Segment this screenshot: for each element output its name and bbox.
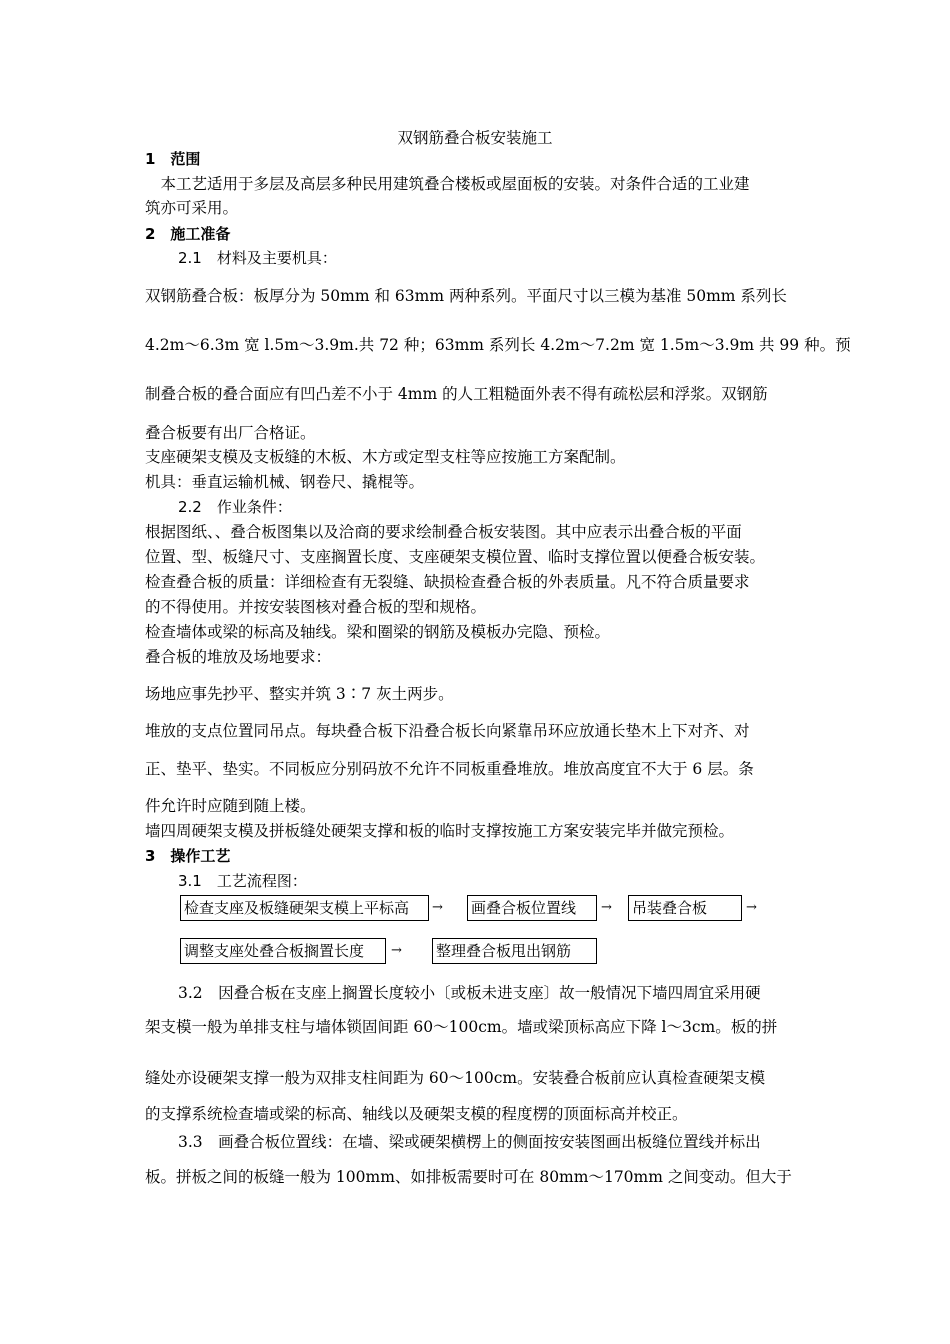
section-3-heading: 3 操作工艺 — [145, 847, 231, 865]
subsection-2-1-heading: 2.1 材料及主要机具： — [178, 249, 337, 267]
flow-step-draw-lines: 画叠合板位置线 — [467, 895, 597, 921]
paragraph-line: 筑亦可采用。 — [145, 199, 239, 217]
paragraph-line: 板。拼板之间的板缝一般为 100mm、如排板需要时可在 80mm～170mm 之间变动。但大于 — [145, 1168, 792, 1186]
paragraph-line: 件允许时应随到随上楼。 — [145, 797, 316, 815]
subsection-3-1-heading: 3.1 工艺流程图： — [178, 872, 307, 890]
flow-arrow: → — [746, 900, 757, 915]
paragraph-line: 墙四周硬架支模及拼板缝处硬架支撑和板的临时支撑按施工方案安装完毕并做完预检。 — [145, 822, 735, 840]
subsection-2-2-heading: 2.2 作业条件： — [178, 498, 292, 516]
flow-arrow: → — [601, 900, 612, 915]
paragraph-line: 堆放的支点位置同吊点。每块叠合板下沿叠合板长向紧靠吊环应放通长垫木上下对齐、对 — [145, 722, 750, 740]
paragraph-line: 制叠合板的叠合面应有凹凸差不小于 4mm 的人工粗糙面外表不得有疏松层和浮浆。双钢筋 — [145, 385, 768, 403]
paragraph-line: 支座硬架支模及支板缝的木板、木方或定型支柱等应按施工方案配制。 — [145, 448, 626, 466]
flow-step-arrange-rebar: 整理叠合板甩出钢筋 — [432, 938, 597, 964]
paragraph-line: 场地应事先抄平、整实并筑 3∶7 灰土两步。 — [145, 685, 454, 703]
paragraph-line: 4.2m～6.3m 宽 l.5m～3.9m.共 72 种；63mm 系列长 4.2m～7.2m 宽 1.5m～3.9m 共 99 种。预 — [145, 336, 851, 354]
flow-step-check-support: 检查支座及板缝硬架支模上平标高 — [180, 895, 429, 921]
paragraph-line: 缝处亦设硬架支撑一般为双排支柱间距为 60～100cm。安装叠合板前应认真检查硬架支模 — [145, 1069, 766, 1087]
document-title: 双钢筋叠合板安装施工 — [397, 129, 553, 147]
section-2-heading: 2 施工准备 — [145, 225, 231, 243]
paragraph-line: 的支撑系统检查墙或梁的标高、轴线以及硬架支模的程度楞的顶面标高并校正。 — [145, 1105, 688, 1123]
paragraph-line: 架支模一般为单排支柱与墙体锁固间距 60～100cm。墙或梁顶标高应下降 l～3cm。板的拼 — [145, 1018, 778, 1036]
paragraph-line: 叠合板的堆放及场地要求： — [145, 648, 332, 666]
paragraph-line: 叠合板要有出厂合格证。 — [145, 424, 316, 442]
section-1-heading: 1 范围 — [145, 150, 201, 168]
paragraph-line: 机具：垂直运输机械、钢卷尺、撬棍等。 — [145, 473, 425, 491]
paragraph-line: 双钢筋叠合板：板厚分为 50mm 和 63mm 两种系列。平面尺寸以三模为基准 50mm 系列长 — [145, 287, 787, 305]
paragraph-line: 检查墙体或梁的标高及轴线。梁和圈梁的钢筋及模板办完隐、预检。 — [145, 623, 611, 641]
paragraph-line: 检查叠合板的质量：详细检查有无裂缝、缺损检查叠合板的外表质量。凡不符合质量要求 — [145, 573, 750, 591]
flow-arrow: → — [432, 900, 443, 915]
paragraph-line: 正、垫平、垫实。不同板应分别码放不允许不同板重叠堆放。堆放高度宜不大于 6 层。条 — [145, 760, 754, 778]
paragraph-line: 的不得使用。并按安装图核对叠合板的型和规格。 — [145, 598, 487, 616]
flow-step-adjust-length: 调整支座处叠合板搁置长度 — [180, 938, 386, 964]
paragraph-line: 3.2 因叠合板在支座上搁置长度较小〔或板未进支座〕故一般情况下墙四周宜采用硬 — [178, 984, 761, 1002]
paragraph-line: 3.3 画叠合板位置线：在墙、梁或硬架横楞上的侧面按安装图画出板缝位置线并标出 — [178, 1133, 761, 1151]
paragraph-line: 位置、型、板缝尺寸、支座搁置长度、支座硬架支模位置、临时支撑位置以便叠合板安装。 — [145, 548, 766, 566]
paragraph-line: 本工艺适用于多层及高层多种民用建筑叠合楼板或屋面板的安装。对条件合适的工业建 — [145, 175, 750, 193]
paragraph-line: 根据图纸、、叠合板图集以及洽商的要求绘制叠合板安装图。其中应表示出叠合板的平面 — [145, 523, 742, 541]
flow-step-hoist-slab: 吊装叠合板 — [628, 895, 742, 921]
flow-arrow: → — [391, 943, 402, 958]
